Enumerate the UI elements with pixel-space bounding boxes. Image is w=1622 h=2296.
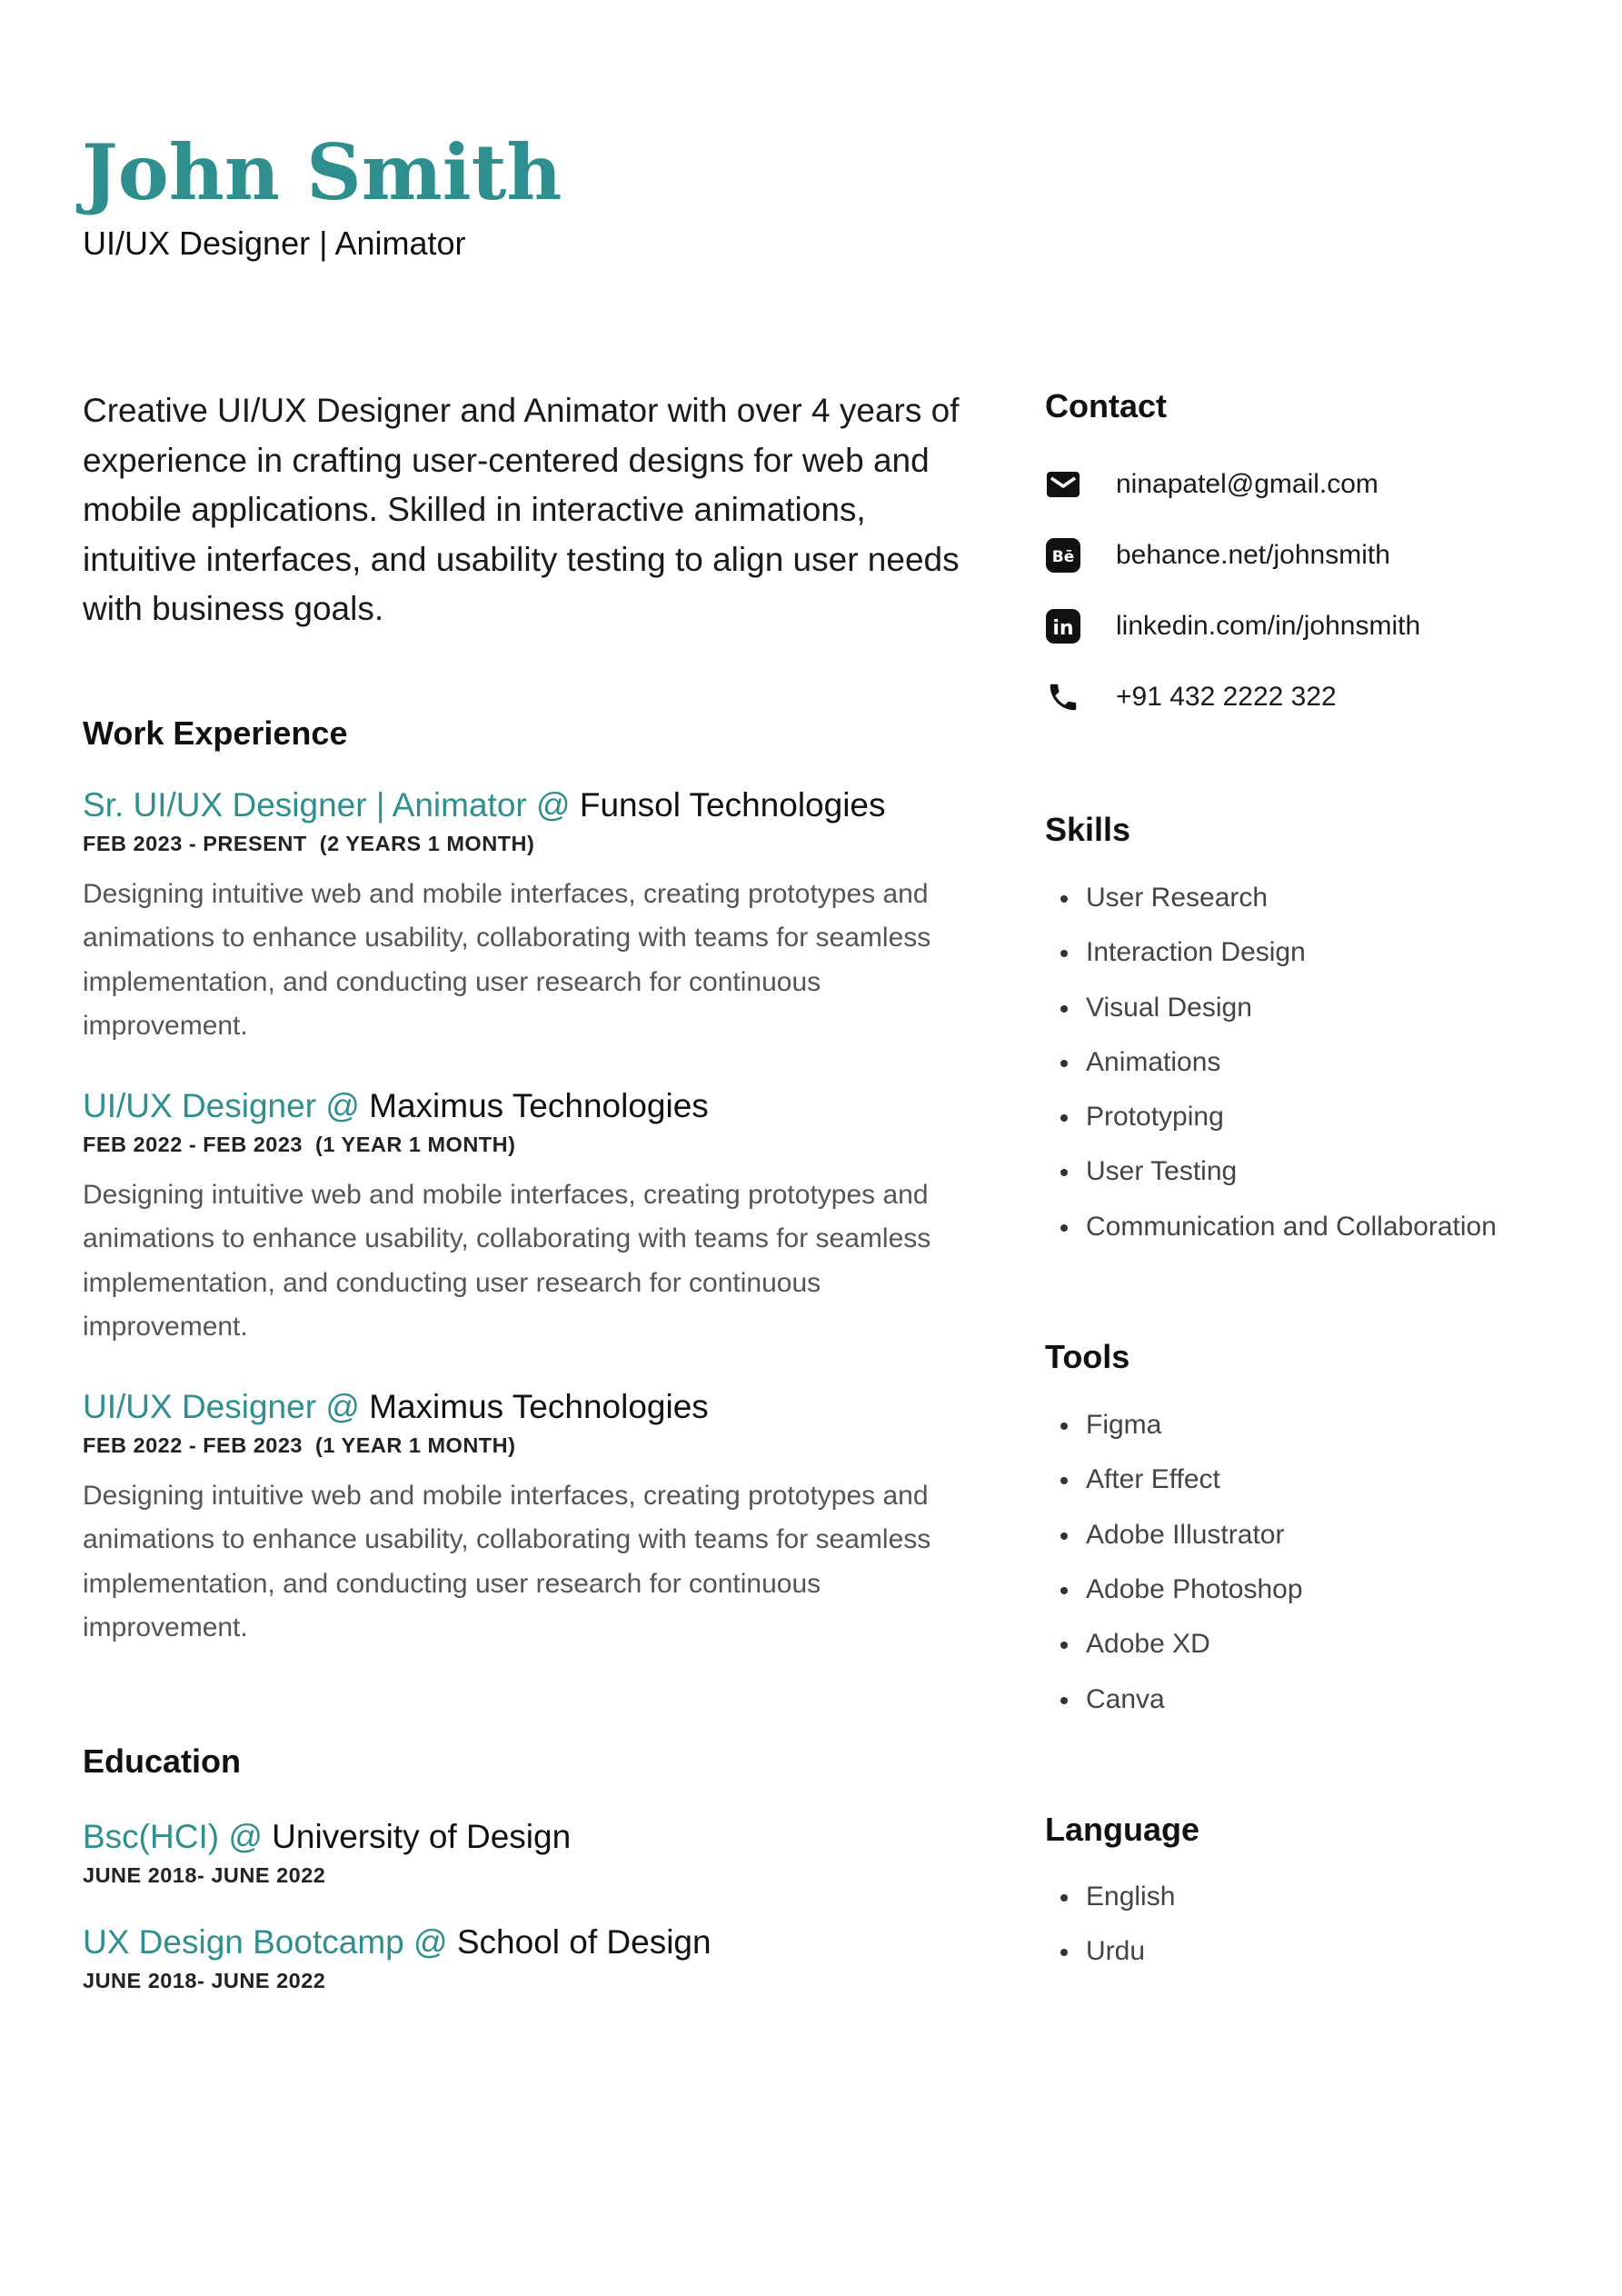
job-entry [83,784,973,1049]
contact-text: ninapatel@gmail.com [1116,469,1378,499]
contact-email[interactable] [1045,449,1590,520]
behance-icon [1045,537,1081,574]
list-item: English [1045,1870,1590,1924]
job-company: Maximus Technologies [369,1387,709,1425]
education-degree: UX Design Bootcamp [83,1922,404,1961]
education-title: Education [83,1742,242,1780]
summary: Creative UI/UX Designer and Animator with over 4 years of experience in crafting user-centered designs for web and mobile applications. Skilled in interactive animations, intuitive interfaces, and usability testing to align user needs with business goals. [83,392,960,627]
contact-phone[interactable] [1045,662,1590,733]
job-title [83,1386,973,1428]
at-symbol: @ [325,1086,360,1124]
education-school: School of Design [456,1922,711,1961]
education-entry [83,1922,973,1994]
list-item: After Effect [1045,1452,1590,1507]
at-symbol: @ [228,1817,263,1855]
job-company: Funsol Technologies [579,785,886,824]
envelope-icon [1045,466,1081,503]
list-item: Canva [1045,1672,1590,1727]
job-position: UI/UX Designer [83,1086,317,1124]
list-item: Adobe Illustrator [1045,1508,1590,1562]
at-symbol: @ [413,1922,448,1961]
job-title [83,1085,973,1127]
resume-name: John Smith [82,127,562,217]
list-item: Animations [1045,1035,1590,1090]
list-item: Visual Design [1045,981,1590,1035]
education-dates: JUNE 2018- JUNE 2022 [83,1968,326,1992]
education-school: University of Design [272,1817,572,1855]
job-dates: FEB 2022 - FEB 2023 (1 YEAR 1 MONTH) [83,1132,516,1156]
list-item: User Research [1045,871,1590,925]
list-item: Communication and Collaboration [1045,1200,1590,1254]
job-position: Sr. UI/UX Designer | Animator [83,785,527,824]
tools-title: Tools [1045,1338,1130,1376]
education-degree: Bsc(HCI) [83,1817,220,1855]
contact-list [1045,449,1590,733]
at-symbol: @ [325,1387,360,1425]
list-item: Adobe Photoshop [1045,1562,1590,1617]
education-entry [83,1816,973,1889]
linkedin-icon [1045,608,1081,644]
job-description: Designing intuitive web and mobile interfaces, creating prototypes and animations to enhance usability, collaborating with teams for seamless implementation, and conducting user research for continuous improvement. [83,1480,931,1642]
list-item: Urdu [1045,1924,1590,1979]
language-title: Language [1045,1810,1200,1848]
resume-role: UI/UX Designer | Animator [83,225,466,262]
list-item: Interaction Design [1045,925,1590,980]
job-company: Maximus Technologies [369,1086,709,1124]
contact-text: behance.net/johnsmith [1116,540,1390,570]
list-item: Figma [1045,1398,1590,1452]
language-list [1045,1870,1590,1980]
at-symbol: @ [536,785,571,824]
list-item: Adobe XD [1045,1617,1590,1672]
job-dates: FEB 2023 - PRESENT (2 YEARS 1 MONTH) [83,831,535,855]
contact-text: +91 432 2222 322 [1116,682,1337,712]
job-title [83,784,973,826]
list-item: User Testing [1045,1144,1590,1199]
skills-title: Skills [1045,811,1131,848]
svg-text:Bē: Bē [1051,548,1075,566]
education-dates: JUNE 2018- JUNE 2022 [83,1862,326,1887]
skills-list [1045,871,1590,1254]
job-description: Designing intuitive web and mobile interfaces, creating prototypes and animations to enhance usability, collaborating with teams for seamless implementation, and conducting user research for continuous improvement. [83,1179,931,1342]
work-experience-title: Work Experience [83,714,348,752]
job-description: Designing intuitive web and mobile interfaces, creating prototypes and animations to enhance usability, collaborating with teams for seamless implementation, and conducting user research for continuous improvement. [83,878,931,1041]
tools-list [1045,1398,1590,1727]
education-title-line [83,1922,973,1963]
list-item: Prototyping [1045,1090,1590,1144]
job-entry [83,1085,973,1350]
education-title-line [83,1816,973,1858]
main-column [83,386,973,1994]
sidebar-column [1045,386,1590,1979]
contact-title: Contact [1045,387,1167,424]
contact-behance[interactable] [1045,520,1590,591]
svg-text:in: in [1052,617,1074,640]
job-dates: FEB 2022 - FEB 2023 (1 YEAR 1 MONTH) [83,1433,516,1457]
contact-text: linkedin.com/in/johnsmith [1116,611,1421,641]
job-entry [83,1386,973,1651]
job-position: UI/UX Designer [83,1387,317,1425]
contact-linkedin[interactable] [1045,591,1590,662]
phone-icon [1045,679,1081,715]
